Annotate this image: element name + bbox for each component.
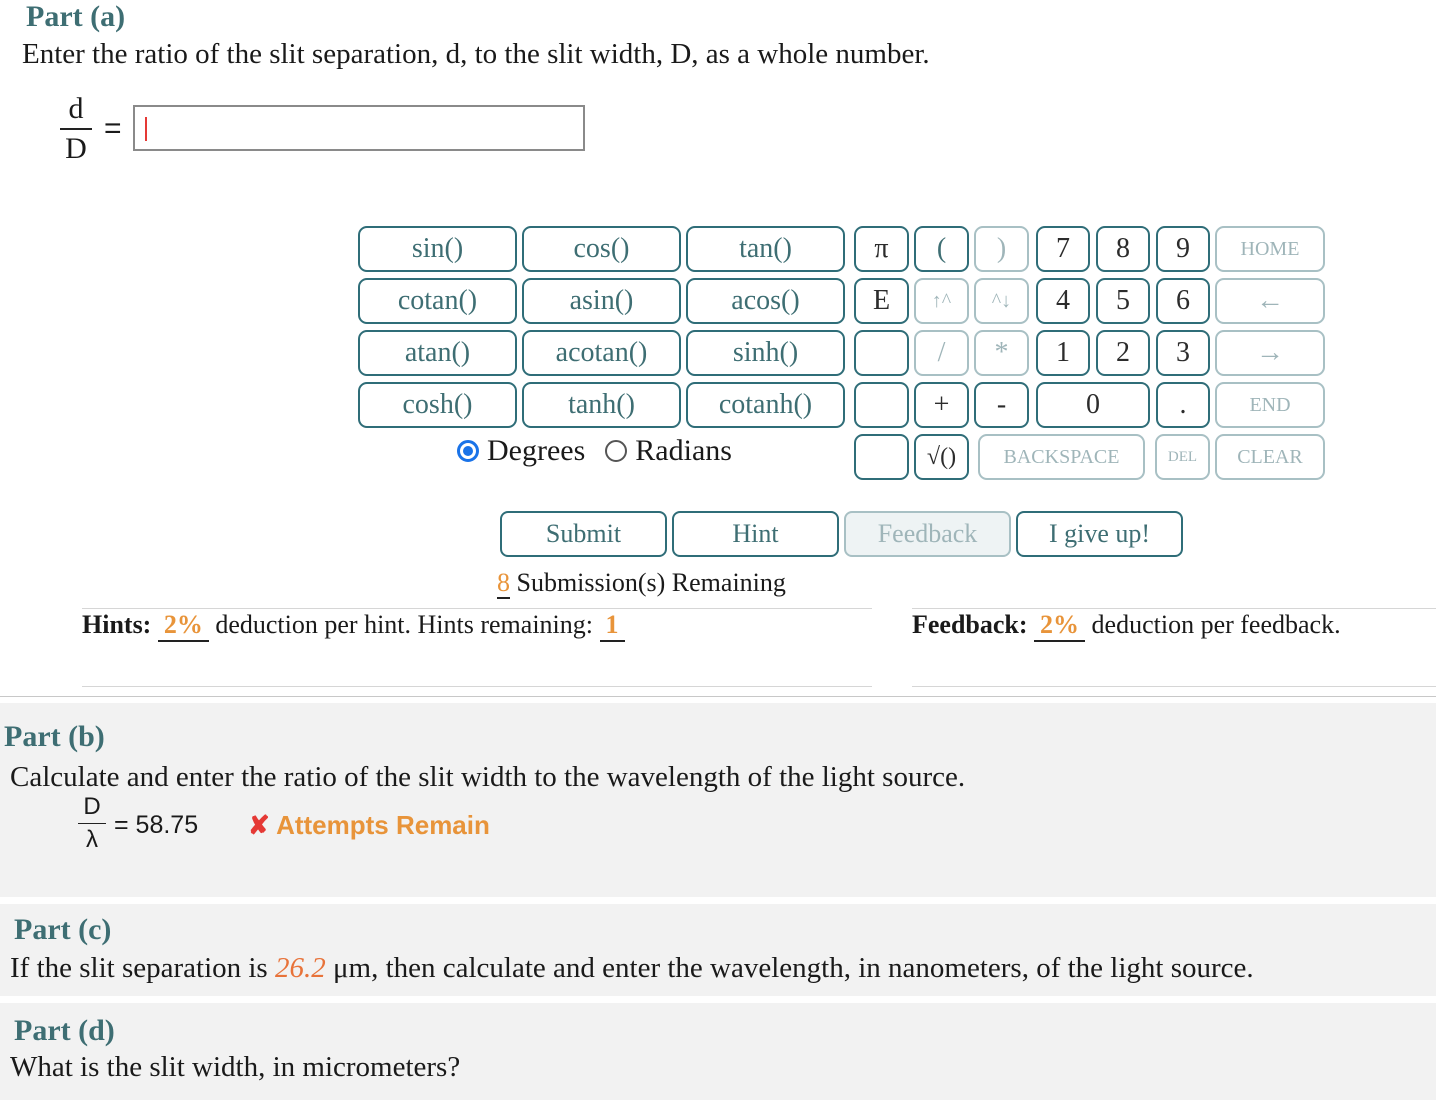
part-a-title: Part (a)	[26, 0, 126, 33]
part-b-answer: = 58.75	[114, 811, 199, 839]
part-b-prompt: Calculate and enter the ratio of the slit width to the wavelength of the light source.	[10, 761, 966, 793]
key-0[interactable]: 0	[1036, 382, 1150, 428]
key-left-arrow[interactable]: ←	[1215, 278, 1325, 324]
key-blank-3[interactable]	[854, 434, 909, 480]
section-divider	[0, 696, 1436, 697]
hints-remaining: 1	[600, 610, 625, 642]
key-sinh[interactable]: sinh()	[686, 330, 845, 376]
key-home[interactable]: HOME	[1215, 226, 1325, 272]
key-asin[interactable]: asin()	[522, 278, 681, 324]
part-d-panel	[0, 1003, 1436, 1100]
submissions-label: Submission(s) Remaining	[516, 568, 786, 597]
key-2[interactable]: 2	[1096, 330, 1150, 376]
key-tanh[interactable]: tanh()	[522, 382, 681, 428]
angle-mode-group	[457, 434, 732, 468]
text-caret	[145, 117, 147, 141]
part-c-title: Part (c)	[14, 913, 112, 946]
x-mark-icon: ✘	[248, 810, 270, 840]
key-up-exponent[interactable]: ↑^	[914, 278, 969, 324]
key-cotan[interactable]: cotan()	[358, 278, 517, 324]
feedback-button[interactable]: Feedback	[844, 511, 1011, 557]
radians-radio[interactable]	[605, 440, 627, 462]
key-blank-1[interactable]	[854, 330, 909, 376]
key-cotanh[interactable]: cotanh()	[686, 382, 845, 428]
key-down-exponent[interactable]: ^↓	[974, 278, 1029, 324]
key-pi[interactable]: π	[854, 226, 909, 272]
key-divide[interactable]: /	[914, 330, 969, 376]
submit-button[interactable]: Submit	[500, 511, 667, 557]
key-clear[interactable]: CLEAR	[1215, 434, 1325, 480]
hints-text: deduction per hint. Hints remaining:	[215, 610, 593, 639]
radians-label: Radians	[635, 434, 732, 467]
key-right-arrow[interactable]: →	[1215, 330, 1325, 376]
part-c-prompt	[10, 952, 1254, 985]
hints-label: Hints:	[82, 610, 152, 639]
key-atan[interactable]: atan()	[358, 330, 517, 376]
divider	[912, 686, 1436, 687]
key-1[interactable]: 1	[1036, 330, 1090, 376]
key-6[interactable]: 6	[1156, 278, 1210, 324]
key-backspace[interactable]: BACKSPACE	[978, 434, 1145, 480]
fraction-denominator: D	[65, 132, 87, 165]
key-blank-2[interactable]	[854, 382, 909, 428]
key-open-paren[interactable]: (	[914, 226, 969, 272]
attempts-status-label: Attempts Remain	[276, 810, 490, 840]
key-cos[interactable]: cos()	[522, 226, 681, 272]
divider	[82, 686, 872, 687]
feedback-text: deduction per feedback.	[1091, 610, 1341, 639]
key-acos[interactable]: acos()	[686, 278, 845, 324]
degrees-radio[interactable]	[457, 440, 479, 462]
key-e[interactable]: E	[854, 278, 909, 324]
answer-input[interactable]	[133, 105, 585, 151]
fraction-numerator: d	[68, 92, 84, 125]
part-c-panel	[0, 904, 1436, 996]
key-tan[interactable]: tan()	[686, 226, 845, 272]
fraction-numerator: D	[83, 793, 101, 820]
key-sqrt[interactable]: √()	[914, 434, 969, 480]
key-end[interactable]: END	[1215, 382, 1325, 428]
key-multiply[interactable]: *	[974, 330, 1029, 376]
part-c-prompt-start: If the slit separation is	[10, 952, 268, 984]
key-decimal[interactable]: .	[1156, 382, 1210, 428]
part-c-prompt-end: μm, then calculate and enter the wavelength, in nanometers, of the light source.	[332, 952, 1254, 984]
key-7[interactable]: 7	[1036, 226, 1090, 272]
part-b-panel	[0, 703, 1436, 897]
submissions-count: 8	[497, 568, 510, 597]
key-5[interactable]: 5	[1096, 278, 1150, 324]
key-del[interactable]: DEL	[1155, 434, 1210, 480]
fraction-bar	[60, 128, 92, 130]
attempts-status	[248, 810, 490, 841]
divider	[82, 608, 872, 609]
key-close-paren[interactable]: )	[974, 226, 1029, 272]
fraction-denominator: λ	[86, 826, 98, 853]
give-up-button[interactable]: I give up!	[1016, 511, 1183, 557]
key-4[interactable]: 4	[1036, 278, 1090, 324]
part-b-title: Part (b)	[4, 720, 105, 753]
fraction-bar	[78, 823, 106, 824]
key-minus[interactable]: -	[974, 382, 1029, 428]
key-8[interactable]: 8	[1096, 226, 1150, 272]
hints-percent: 2%	[158, 610, 209, 642]
equals-sign: =	[104, 112, 122, 145]
ratio-fraction	[60, 94, 92, 164]
degrees-label: Degrees	[487, 434, 586, 467]
feedback-info	[912, 610, 1341, 642]
key-9[interactable]: 9	[1156, 226, 1210, 272]
part-a-prompt: Enter the ratio of the slit separation, d, to the slit width, D, as a whole number.	[22, 38, 930, 70]
hints-info	[82, 610, 625, 642]
part-d-title: Part (d)	[14, 1014, 115, 1047]
key-sin[interactable]: sin()	[358, 226, 517, 272]
divider	[912, 608, 1436, 609]
submissions-remaining	[497, 568, 786, 598]
ratio-fraction	[78, 795, 106, 852]
key-acotan[interactable]: acotan()	[522, 330, 681, 376]
slit-separation-value: 26.2	[274, 952, 326, 984]
key-3[interactable]: 3	[1156, 330, 1210, 376]
part-d-prompt: What is the slit width, in micrometers?	[10, 1051, 461, 1083]
key-cosh[interactable]: cosh()	[358, 382, 517, 428]
feedback-label: Feedback:	[912, 610, 1028, 639]
hint-button[interactable]: Hint	[672, 511, 839, 557]
key-plus[interactable]: +	[914, 382, 969, 428]
feedback-percent: 2%	[1034, 610, 1085, 642]
